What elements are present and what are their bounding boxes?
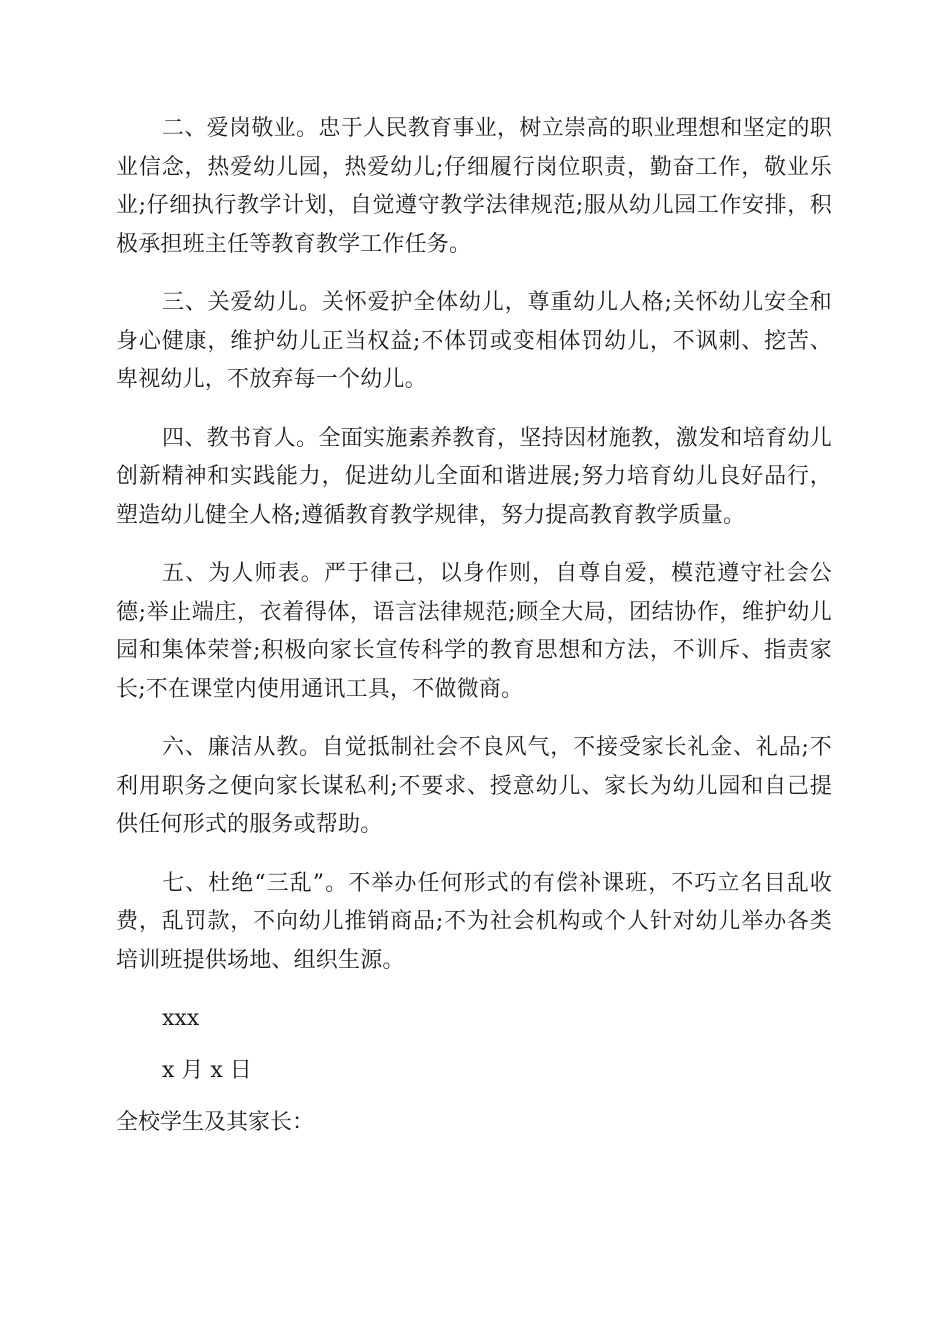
paragraph-weiren-shibiao: 五、为人师表。严于律己，以身作则，自尊自爱，模范遵守社会公德;举止端庄，衣着得体，语言法律规范;顾全大局，团结协作，维护幼儿园和集体荣誉;积极向家长宣传科学的教育思想和方法，不训斥、指责家长;不在课堂内使用通讯工具，不做微商。	[116, 561, 832, 702]
paragraph-aigang-jingye: 二、爱岗敬业。忠于人民教育事业，树立崇高的职业理想和坚定的职业信念，热爱幼儿园，热爱幼儿;仔细履行岗位职责，勤奋工作，敬业乐业;仔细执行教学计划，自觉遵守教学法律规范;服从幼儿园工作安排，积极承担班主任等教育教学工作任务。	[116, 116, 832, 257]
signature: xxx	[162, 1006, 200, 1031]
date: x 月 x 日	[162, 1058, 252, 1083]
document-body	[116, 110, 832, 1142]
paragraph-lianjie-congjiao: 六、廉洁从教。自觉抵制社会不良风气，不接受家长礼金、礼品;不利用职务之便向家长谋私利;不要求、授意幼儿、家长为幼儿园和自己提供任何形式的服务或帮助。	[116, 735, 832, 837]
paragraph-jiaoshu-yuren: 四、教书育人。全面实施素养教育，坚持因材施教，激发和培育幼儿创新精神和实践能力，促进幼儿全面和谐进展;努力培育幼儿良好品行，塑造幼儿健全人格;遵循教育教学规律，努力提高教育教学质量。	[116, 425, 832, 528]
paragraph-dujue-sanluan: 七、杜绝“三乱”。不举办任何形式的有偿补课班，不巧立名目乱收费，乱罚款，不向幼儿推销商品;不为社会机构或个人针对幼儿举办各类培训班提供场地、组织生源。	[116, 870, 832, 973]
salutation: 全校学生及其家长：	[116, 1110, 315, 1135]
paragraph-guanai-youer: 三、关爱幼儿。关怀爱护全体幼儿，尊重幼儿人格;关怀幼儿安全和身心健康，维护幼儿正当权益;不体罚或变相体罚幼儿，不讽刺、挖苦、卑视幼儿，不放弃每一个幼儿。	[116, 290, 832, 392]
